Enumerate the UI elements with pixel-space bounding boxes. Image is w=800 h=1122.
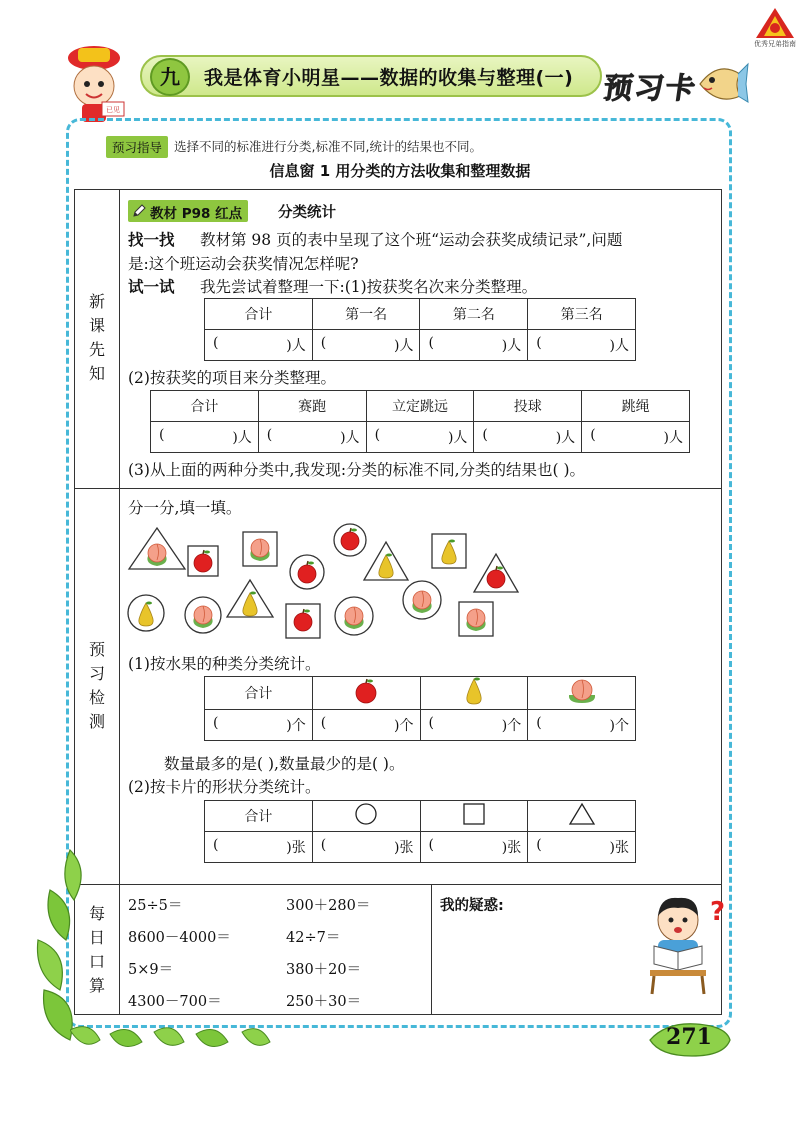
header-cell: 合计 — [205, 677, 313, 710]
apple-header — [312, 677, 420, 710]
table-by-shape — [204, 800, 636, 863]
circle-peach-card — [335, 597, 373, 635]
find-text-line2: 是:这个班运动会获奖情况怎样呢? — [128, 255, 359, 273]
square-peach-card — [459, 602, 493, 636]
find-label: 找一找 — [128, 231, 175, 249]
answer-blank[interactable]: ( )个 — [205, 710, 313, 741]
try-text: 我先尝试着整理一下:(1)按获奖名次来分类整理。 — [200, 278, 538, 296]
answer-blank[interactable]: ( )张 — [205, 832, 313, 863]
header-cell: 赛跑 — [258, 391, 366, 422]
leaf-border-icon — [70, 1020, 670, 1060]
header-cell: 跳绳 — [582, 391, 690, 422]
mascot-sign-text: 已见 — [106, 106, 120, 114]
side-label-preview-check: 预 习 检 测 — [88, 640, 105, 731]
triangle-pear-card — [227, 580, 273, 617]
calc-item: 250＋30＝ — [286, 994, 362, 1010]
header-cell: 第三名 — [528, 299, 636, 330]
calc-item: 300＋280＝ — [286, 898, 371, 914]
reading-boy-icon — [640, 890, 726, 996]
answer-blank[interactable]: ( )张 — [312, 832, 420, 863]
triangle-icon — [568, 802, 596, 826]
pear-header — [420, 677, 528, 710]
pear-icon — [462, 677, 486, 705]
calc-item: 25÷5＝ — [128, 898, 183, 914]
window-title: 信息窗 1 用分类的方法收集和整理数据 — [269, 162, 531, 180]
sort-instruction: 分一分,填一填。 — [128, 499, 242, 517]
triangle-pear-card — [364, 542, 408, 580]
calc-item: 8600－4000＝ — [128, 930, 231, 946]
answer-blank[interactable]: ( )个 — [312, 710, 420, 741]
circle-apple-card — [334, 524, 366, 556]
answer-blank[interactable]: ( )人 — [205, 330, 313, 361]
answer-blank[interactable]: ( )人 — [151, 422, 259, 453]
answer-blank[interactable]: ( )人 — [312, 330, 420, 361]
header-cell: 合计 — [151, 391, 259, 422]
answer-blank[interactable]: ( )人 — [582, 422, 690, 453]
peach-header — [528, 677, 636, 710]
calc-item: 5×9＝ — [128, 962, 174, 978]
circle-header — [312, 801, 420, 832]
answer-blank[interactable]: ( )个 — [420, 710, 528, 741]
grid-divider — [75, 884, 721, 885]
square-pear-card — [432, 534, 466, 568]
side-label-daily-calc: 每 日 口 算 — [88, 904, 105, 995]
calc-item: 42÷7＝ — [286, 930, 341, 946]
calc-item: 380＋20＝ — [286, 962, 362, 978]
circle-icon — [354, 802, 378, 826]
circle-peach-card — [403, 581, 441, 619]
answer-blank[interactable]: ( )张 — [420, 832, 528, 863]
q-by-shape: (2)按卡片的形状分类统计。 — [128, 778, 321, 796]
circle-peach-card — [185, 597, 221, 633]
answer-blank[interactable]: ( )人 — [420, 330, 528, 361]
find-text-line1: 教材第 98 页的表中呈现了这个班“运动会获奖成绩记录”,问题 — [200, 231, 623, 249]
answer-blank[interactable]: ( )人 — [474, 422, 582, 453]
table-by-rank — [204, 298, 636, 361]
table-by-fruit — [204, 676, 636, 741]
square-peach-card — [243, 532, 277, 566]
try-label: 试一试 — [128, 278, 175, 296]
answer-blank[interactable]: ( )人 — [258, 422, 366, 453]
answer-blank[interactable]: ( )人 — [366, 422, 474, 453]
answer-blank[interactable]: ( )人 — [528, 330, 636, 361]
page-number: 271 — [646, 1022, 732, 1058]
header-cell: 第二名 — [420, 299, 528, 330]
answer-blank[interactable]: ( )个 — [528, 710, 636, 741]
mascot-icon — [56, 44, 132, 126]
question-2: (2)按获奖的项目来分类整理。 — [128, 369, 336, 387]
chapter-title: 我是体育小明星——数据的收集与整理(一) — [204, 67, 574, 89]
guide-text: 选择不同的标准进行分类,标准不同,统计的结果也不同。 — [174, 139, 482, 154]
triangle-header — [528, 801, 636, 832]
fruit-cards — [124, 516, 524, 646]
guide-tag: 预习指导 — [106, 136, 168, 158]
calc-item: 4300－700＝ — [128, 994, 222, 1010]
header-cell: 投球 — [474, 391, 582, 422]
svg-text:?: ? — [710, 897, 726, 927]
square-apple-card — [188, 546, 218, 576]
circle-pear-card — [128, 595, 164, 631]
peach-icon — [567, 678, 597, 704]
chapter-number: 九 — [150, 58, 190, 96]
header-cell: 合计 — [205, 801, 313, 832]
q-by-fruit: (1)按水果的种类分类统计。 — [128, 655, 321, 673]
topic-title: 分类统计 — [278, 205, 336, 221]
most-least-question: 数量最多的是( ),数量最少的是( )。 — [164, 755, 405, 773]
square-header — [420, 801, 528, 832]
table-by-event — [150, 390, 690, 453]
grid-divider — [431, 884, 432, 1014]
question-3: (3)从上面的两种分类中,我发现:分类的标准不同,分类的结果也( )。 — [128, 461, 586, 479]
triangle-apple-card — [474, 554, 518, 592]
side-label-new-lesson: 新 课 先 知 — [88, 292, 105, 383]
pencil-icon — [132, 203, 147, 218]
square-apple-card — [286, 604, 320, 638]
header-cell: 合计 — [205, 299, 313, 330]
fish-mascot-icon — [690, 54, 750, 110]
answer-blank[interactable]: ( )张 — [528, 832, 636, 863]
textbook-tag: 教材 P98 红点 — [128, 200, 248, 222]
header-cell: 第一名 — [312, 299, 420, 330]
apple-icon — [354, 678, 378, 704]
preview-card-label: 预习卡 — [601, 71, 700, 105]
publisher-brand: 优秀兄弟指南 — [754, 40, 796, 48]
logo-icon — [752, 6, 798, 40]
triangle-peach-card — [129, 528, 185, 569]
square-icon — [462, 802, 486, 826]
circle-apple-card — [290, 555, 324, 589]
grid-divider — [75, 488, 721, 489]
publisher-logo — [752, 6, 798, 50]
my-doubts-label: 我的疑惑: — [440, 898, 504, 914]
header-cell: 立定跳远 — [366, 391, 474, 422]
